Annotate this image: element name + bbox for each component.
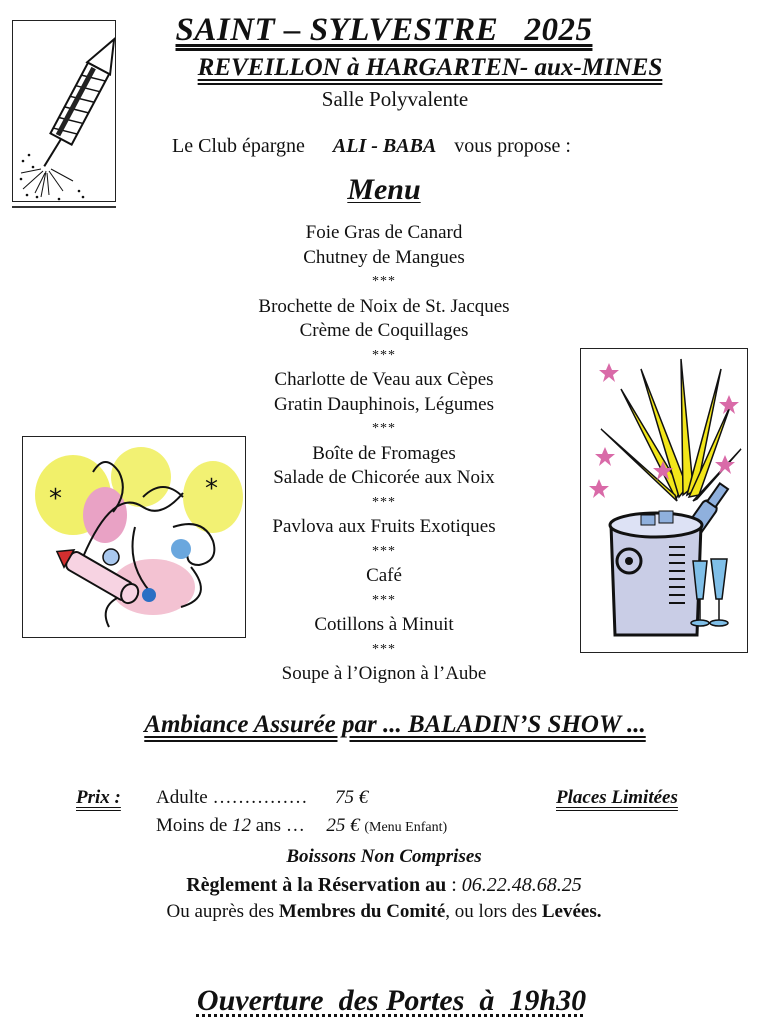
menu-separator: *** <box>372 274 396 289</box>
party-icon <box>23 437 245 637</box>
svg-text:*: * <box>205 474 218 504</box>
committee-members: Membres du Comité <box>278 901 446 922</box>
menu-item: Chutney de Mangues <box>303 246 465 268</box>
ambiance-line: Ambiance Assurée par ... BALADIN’S SHOW ... <box>144 711 646 738</box>
price-label: Prix : <box>76 787 121 808</box>
drinks-note: Boissons Non Comprises <box>286 846 482 867</box>
child-note: (Menu Enfant) <box>364 820 448 835</box>
reservation-label: Règlement à la Réservation au <box>186 874 447 896</box>
reservation-line <box>0 874 768 897</box>
child-age: 12 <box>232 815 251 836</box>
party-illustration <box>22 436 246 638</box>
adult-price-row <box>156 787 368 809</box>
club-name: ALI - BABA <box>332 135 437 157</box>
menu-separator: *** <box>372 494 396 510</box>
champagne-bucket-icon <box>581 349 747 652</box>
reservation-phone: 06.22.48.68.25 <box>461 874 582 896</box>
menu-item: Cotillons à Minuit <box>314 614 454 635</box>
intro-after: vous propose : <box>454 135 571 157</box>
intro-line <box>172 135 642 158</box>
svg-text:*: * <box>49 484 62 514</box>
menu-item: Foie Gras de Canard <box>305 222 463 243</box>
menu-item: Boîte de Fromages <box>312 442 456 464</box>
menu-item: Brochette de Noix de St. Jacques <box>258 295 510 317</box>
menu-item: Soupe à l’Oignon à l’Aube <box>281 663 487 684</box>
reservation-line-2 <box>0 901 768 923</box>
child-price: 25 € <box>326 815 360 836</box>
menu-heading: Menu <box>347 173 421 206</box>
menu-item: Salade de Chicorée aux Noix <box>273 467 495 488</box>
venue-name: Salle Polyvalente <box>321 87 469 111</box>
menu-separator: *** <box>372 592 396 608</box>
adult-price: 75 € <box>334 787 369 808</box>
event-title: SAINT – SYLVESTRE 2025 <box>175 12 593 48</box>
child-price-row <box>156 815 447 837</box>
levees: Levées. <box>541 901 602 922</box>
menu-item: Charlotte de Veau aux Cèpes <box>274 369 494 390</box>
menu-item: Café <box>366 565 402 586</box>
menu-separator: *** <box>372 347 396 363</box>
menu-separator: *** <box>372 421 396 436</box>
reservation-text: , ou lors des <box>445 901 542 922</box>
reservation-sep: : <box>446 874 462 896</box>
menu-separator: *** <box>372 543 396 559</box>
menu-item: Gratin Dauphinois, Légumes <box>273 393 495 415</box>
child-label-suffix: ans … <box>255 815 305 836</box>
adult-label: Adulte …………… <box>156 787 308 808</box>
places-limitees: Places Limitées <box>556 787 678 808</box>
menu-separator: *** <box>372 641 396 657</box>
opening-time: Ouverture des Portes à 19h30 <box>196 984 587 1017</box>
child-label: Moins de <box>156 815 228 836</box>
menu-item: Crème de Coquillages <box>299 320 469 341</box>
intro-before: Le Club épargne <box>172 135 305 157</box>
champagne-illustration <box>580 348 748 653</box>
event-subtitle: REVEILLON à HARGARTEN- aux-MINES <box>197 54 663 81</box>
menu-item: Pavlova aux Fruits Exotiques <box>272 516 496 537</box>
reservation-text: Ou auprès des <box>166 901 279 922</box>
